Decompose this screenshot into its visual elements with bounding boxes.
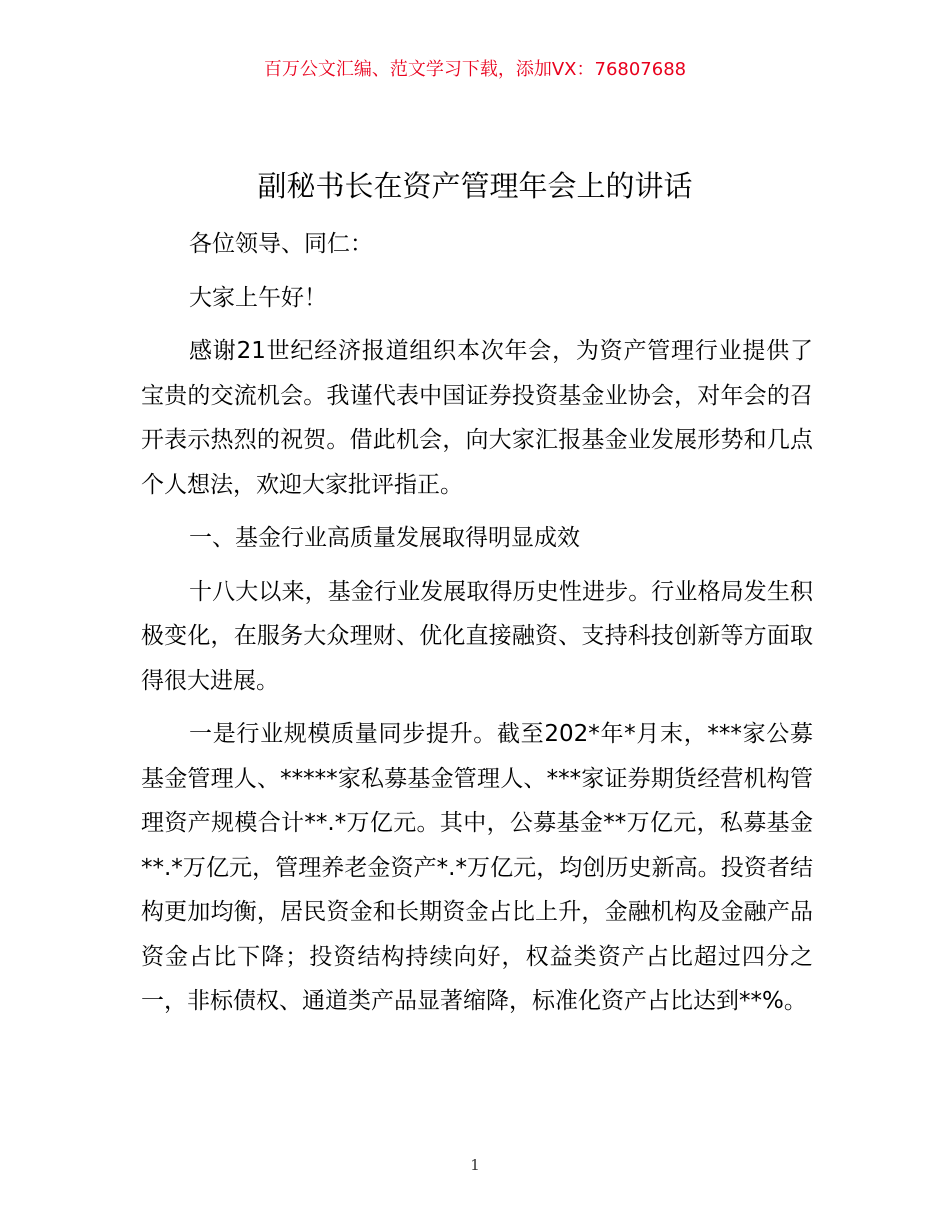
body-paragraph: 一是行业规模质量同步提升。截至202*年*月末，***家公募基金管理人、*****家私募基金管理人、***家证券期货经营机构管理资产规模合计**.*万亿元。其中，公募基金**万亿元，私募基金**.*万亿元，管理养老金资产*.*万亿元，均创历史新高。投资者结构更加均衡，居民资金和长期资金占比上升，金融机构及金融产品资金占比下降；投资结构持续向好，权益类资产占比超过四分之一，非标债权、通道类产品显著缩降，标准化资产占比达到**%。: [141, 721, 813, 1014]
intro-paragraph: 感谢21世纪经济报道组织本次年会，为资产管理行业提供了宝贵的交流机会。我谨代表中国证券投资基金业协会，对年会的召开表示热烈的祝贺。借此机会，向大家汇报基金业发展形势和几点个人想法，欢迎大家批评指正。: [141, 338, 813, 498]
document-title: 副秘书长在资产管理年会上的讲话: [257, 169, 693, 203]
salutation-paragraph: 各位领导、同仁：: [189, 231, 373, 257]
section-heading: 一、基金行业高质量发展取得明显成效: [189, 525, 580, 551]
header-note: 百万公文汇编、范文学习下载，添加VX：76807688: [263, 59, 687, 80]
page-number: 1: [470, 1156, 480, 1174]
body-paragraph: 十八大以来，基金行业发展取得历史性进步。行业格局发生积极变化，在服务大众理财、优化直接融资、支持科技创新等方面取得很大进展。: [141, 578, 813, 694]
document-body: [141, 222, 813, 1033]
greeting-paragraph: 大家上午好！: [189, 284, 327, 311]
